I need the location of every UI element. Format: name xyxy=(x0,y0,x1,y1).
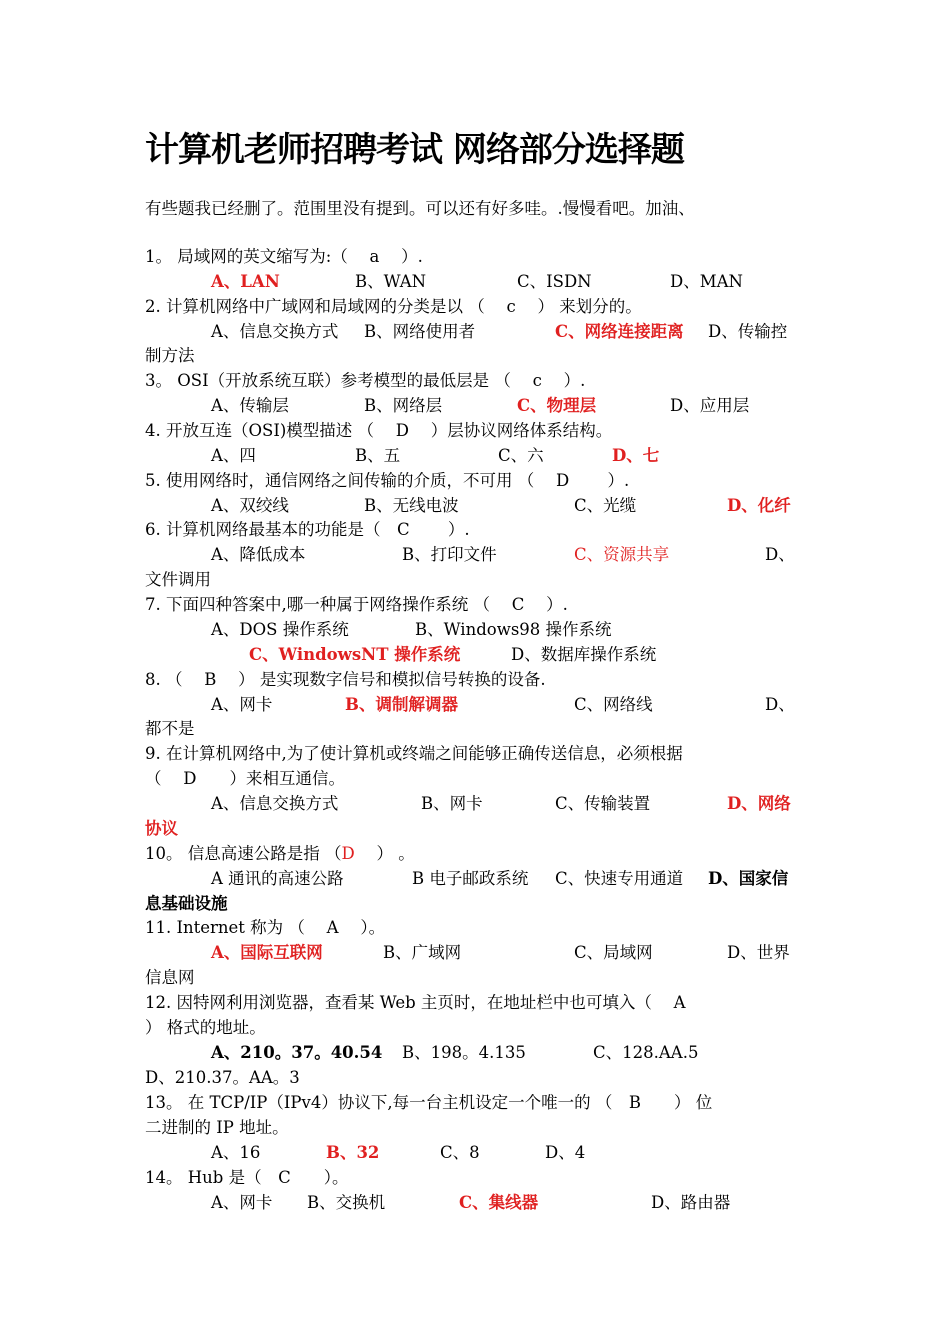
question-4-stem: 4. 开放互连（OSI)模型描述 （ D ）层协议网络体系结构。 xyxy=(145,421,613,440)
q5-option-b: B、无线电波 xyxy=(364,496,459,515)
q11-option-b: B、广域网 xyxy=(383,943,462,962)
question-3-stem: 3。 OSI（开放系统互联）参考模型的最低层是 （ c ）. xyxy=(145,371,586,390)
q7-option-b: B、Windows98 操作系统 xyxy=(415,620,612,639)
q2-option-b: B、网络使用者 xyxy=(364,322,476,341)
q10-stem-post: ） 。 xyxy=(354,844,415,863)
q14-option-d: D、路由器 xyxy=(651,1193,731,1212)
q10-option-d-wrap: 息基础设施 xyxy=(145,894,228,913)
q9-option-b: B、网卡 xyxy=(421,794,483,813)
q3-option-a: A、传输层 xyxy=(211,396,289,415)
q10-stem-pre: 10。 信息高速公路是指 （ xyxy=(145,844,342,863)
q10-option-a: A 通讯的高速公路 xyxy=(211,869,344,888)
q6-option-a: A、降低成本 xyxy=(211,545,306,564)
q5-option-c: C、光缆 xyxy=(574,496,637,515)
q13-option-d: D、4 xyxy=(545,1143,586,1162)
q6-option-d-wrap: 文件调用 xyxy=(145,570,211,589)
q13-option-a: A、16 xyxy=(211,1143,261,1162)
question-13-stem: 13。 在 TCP/IP（IPv4）协议下,每一台主机设定一个唯一的 （ B ） 位 xyxy=(145,1093,713,1112)
q9-option-c: C、传输装置 xyxy=(555,794,651,813)
q3-option-d: D、应用层 xyxy=(670,396,750,415)
q5-option-a: A、双绞线 xyxy=(211,496,289,515)
question-12-stem-cont: ） 格式的地址。 xyxy=(145,1018,266,1037)
question-6-stem: 6. 计算机网络最基本的功能是（ C ）. xyxy=(145,520,470,539)
q10-option-b: B 电子邮政系统 xyxy=(412,869,529,888)
q1-option-d: D、MAN xyxy=(670,272,743,291)
q11-option-a: A、国际互联网 xyxy=(211,943,323,962)
q10-option-d: D、国家信 xyxy=(708,869,789,888)
q7-option-d: D、数据库操作系统 xyxy=(511,645,657,664)
question-9-stem-cont: （ D ）来相互通信。 xyxy=(145,769,345,788)
q8-option-d-wrap: 都不是 xyxy=(145,719,195,738)
q11-option-d-wrap: 信息网 xyxy=(145,968,195,987)
q2-option-d-wrap: 制方法 xyxy=(145,346,195,365)
q9-option-a: A、信息交换方式 xyxy=(211,794,339,813)
q10-stem-answer: D xyxy=(341,844,355,863)
question-13-stem-cont: 二进制的 IP 地址。 xyxy=(145,1118,289,1137)
question-2-stem: 2. 计算机网络中广域网和局域网的分类是以 （ c ） 来划分的。 xyxy=(145,297,642,316)
q2-option-d: D、传输控 xyxy=(708,322,788,341)
question-9-stem: 9. 在计算机网络中,为了使计算机或终端之间能够正确传送信息，必须根据 xyxy=(145,744,683,763)
page-title: 计算机老师招聘考试 网络部分选择题 xyxy=(145,130,684,170)
q2-option-a: A、信息交换方式 xyxy=(211,322,339,341)
q3-option-c: C、物理层 xyxy=(517,396,597,415)
q11-option-c: C、局域网 xyxy=(574,943,653,962)
q4-option-a: A、四 xyxy=(211,446,256,465)
q7-option-a: A、DOS 操作系统 xyxy=(211,620,349,639)
q12-option-a: A、210。37。40.54 xyxy=(211,1043,383,1062)
q10-option-c: C、快速专用通道 xyxy=(555,869,684,888)
q14-option-c: C、集线器 xyxy=(459,1193,539,1212)
q2-option-c: C、网络连接距离 xyxy=(555,322,684,341)
q1-option-a: A、LAN xyxy=(211,272,280,291)
q8-option-c: C、网络线 xyxy=(574,695,653,714)
q1-option-b: B、WAN xyxy=(355,272,427,291)
question-10-stem xyxy=(145,844,415,864)
q14-option-b: B、交换机 xyxy=(307,1193,386,1212)
q11-option-d: D、世界 xyxy=(727,943,790,962)
q8-option-d: D、 xyxy=(765,695,795,714)
q13-option-b: B、32 xyxy=(326,1143,380,1162)
q8-option-b: B、调制解调器 xyxy=(345,695,458,714)
question-14-stem: 14。 Hub 是（ C ）。 xyxy=(145,1168,349,1187)
q12-option-b: B、198。4.135 xyxy=(402,1043,526,1062)
q7-option-c: C、WindowsNT 操作系统 xyxy=(249,645,461,664)
q4-option-d: D、七 xyxy=(612,446,660,465)
question-7-stem: 7. 下面四种答案中,哪一种属于网络操作系统 （ C ）. xyxy=(145,595,568,614)
question-1-stem: 1。 局域网的英文缩写为:（ a ）. xyxy=(145,247,423,266)
q6-option-d: D、 xyxy=(765,545,795,564)
question-8-stem: 8. （ B ） 是实现数字信号和模拟信号转换的设备. xyxy=(145,670,546,689)
q13-option-c: C、8 xyxy=(440,1143,480,1162)
intro-text: 有些题我已经删了。范围里没有提到。可以还有好多哇。.慢慢看吧。加油、 xyxy=(145,199,695,218)
q4-option-b: B、五 xyxy=(355,446,401,465)
q3-option-b: B、网络层 xyxy=(364,396,443,415)
q8-option-a: A、网卡 xyxy=(211,695,273,714)
question-5-stem: 5. 使用网络时，通信网络之间传输的介质，不可用 （ D ）. xyxy=(145,471,630,490)
question-11-stem: 11. Internet 称为 （ A ）。 xyxy=(145,918,386,937)
q9-option-d-wrap: 协议 xyxy=(145,819,178,838)
q1-option-c: C、ISDN xyxy=(517,272,592,291)
q5-option-d: D、化纤 xyxy=(727,496,791,515)
question-12-stem: 12. 因特网利用浏览器，查看某 Web 主页时，在地址栏中也可填入（ A xyxy=(145,993,686,1012)
q12-option-d: D、210.37。AA。3 xyxy=(145,1068,300,1087)
q14-option-a: A、网卡 xyxy=(211,1193,273,1212)
q12-option-c: C、128.AA.5 xyxy=(593,1043,699,1062)
q6-option-b: B、打印文件 xyxy=(402,545,497,564)
q9-option-d: D、网络 xyxy=(727,794,791,813)
q4-option-c: C、六 xyxy=(498,446,544,465)
q6-option-c: C、资源共享 xyxy=(574,545,670,564)
